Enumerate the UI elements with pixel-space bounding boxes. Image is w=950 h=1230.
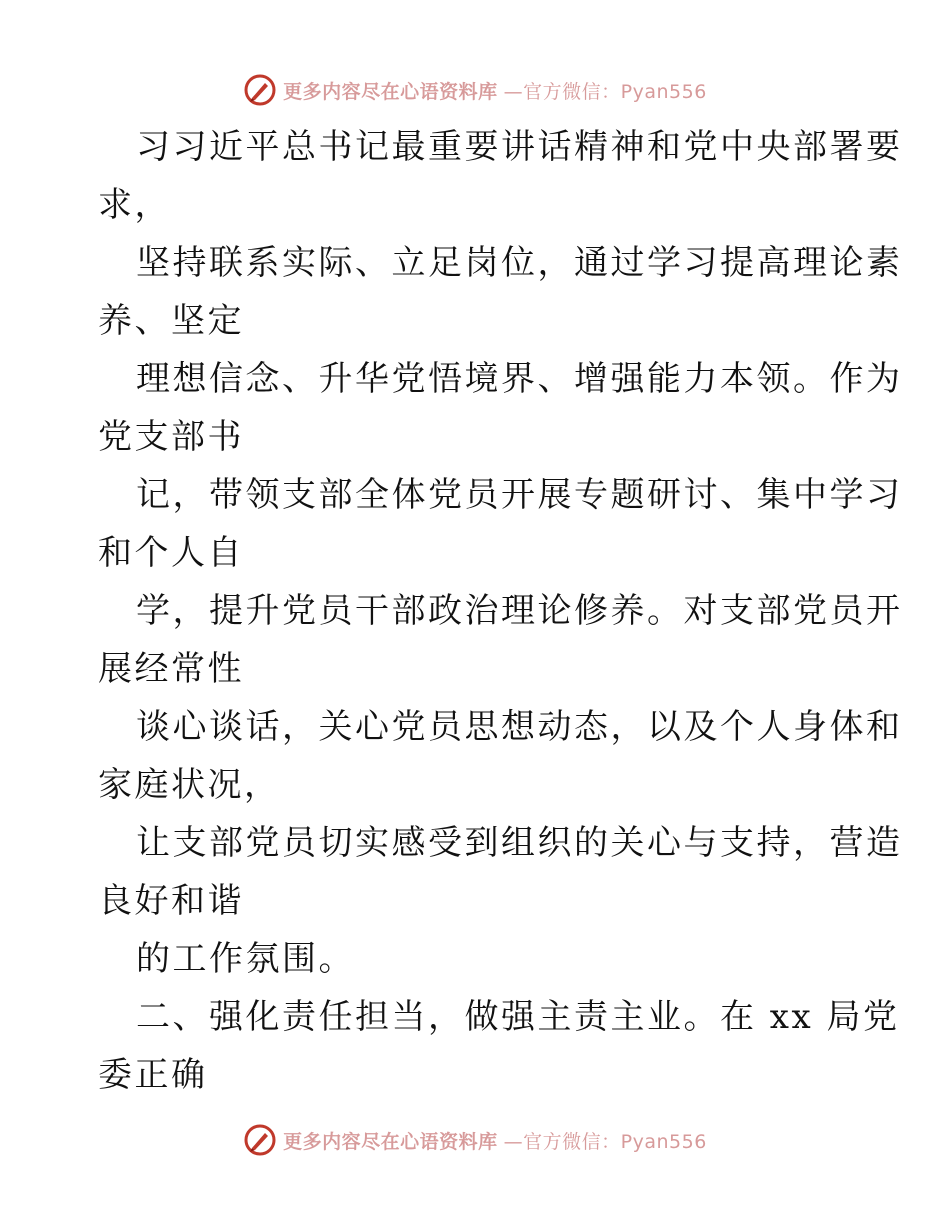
watermark-main-text: 更多内容尽在心语资料库: [283, 1130, 498, 1153]
document-line: 求，: [98, 185, 171, 225]
document-line: 展经常性: [98, 649, 244, 689]
document-line: 委正确: [98, 1055, 208, 1095]
document-line: 二、强化责任担当，做强主责主业。在 xx 局党: [136, 997, 900, 1037]
document-line: 坚持联系实际、立足岗位，通过学习提高理论素: [136, 243, 903, 283]
document-line: 家庭状况，: [98, 765, 281, 805]
document-body: [98, 118, 903, 1104]
document-line: 良好和谐: [98, 881, 244, 921]
pen-logo-icon: [243, 73, 277, 107]
document-line: 和个人自: [98, 533, 244, 573]
document-line: 党支部书: [98, 417, 244, 457]
document-line: 的工作氛围。: [136, 939, 355, 979]
watermark-main-text: 更多内容尽在心语资料库: [283, 80, 498, 103]
document-line: 记，带领支部全体党员开展专题研讨、集中学习: [136, 475, 903, 515]
footer-watermark: [0, 1120, 950, 1160]
document-line: 习习近平总书记最重要讲话精神和党中央部署要: [136, 127, 903, 167]
watermark-sub-text: —官方微信：Pyan556: [503, 80, 707, 103]
document-line: 理想信念、升华党悟境界、增强能力本领。作为: [136, 359, 903, 399]
header-watermark: [0, 70, 950, 110]
pen-logo-icon: [243, 1123, 277, 1157]
document-line: 让支部党员切实感受到组织的关心与支持，营造: [136, 823, 903, 863]
document-line: 谈心谈话，关心党员思想动态，以及个人身体和: [136, 707, 903, 747]
document-line: 养、坚定: [98, 301, 244, 341]
watermark-sub-text: —官方微信：Pyan556: [503, 1130, 707, 1153]
document-line: 学，提升党员干部政治理论修养。对支部党员开: [136, 591, 903, 631]
